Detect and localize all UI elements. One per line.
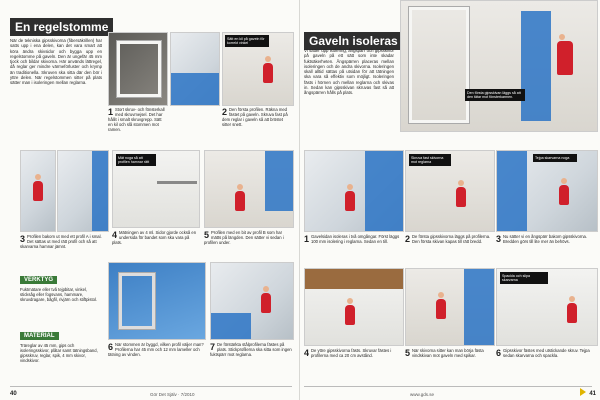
- photo-row3-steel: [210, 262, 294, 340]
- callout-tape: Tejpa skarvarna noga: [533, 154, 577, 162]
- photo-right-row2-a: [304, 150, 404, 232]
- right-caption-3: 3 Nu sätter vi en ångspärr bakom gipsskivorna. Bredden görs till lite mer än behövs.: [496, 234, 588, 244]
- material-box-text: Träreglar av 45 mm, gips och isoleringsskivor, plåtar samt tätningsband, gipsskruv, reglar, spik, 4 mm skivor, vindskivor.: [20, 343, 98, 363]
- right-caption-5: 5 När skivorna sitter kan man börja fästa vindskivan mot gaveln med spikar.: [405, 348, 484, 358]
- tools-box-text: Fuktmätare eller två tejpbitar, vinkel, sticksåg eller fogsvans, hammare, skruvdragare, bågfil, rivjärn och stiftpistol.: [20, 287, 98, 302]
- photo-row2-b: [57, 150, 109, 232]
- left-page-number: 40: [10, 391, 17, 397]
- left-caption-2: 2 Den första profilen. Räkna med fästet på gaveln. Skruva fast på dem reglar i gaveln så att bröstet sitter snett.: [222, 107, 288, 127]
- photo-right-row2-c: [496, 150, 598, 232]
- material-box-heading: MATERIAL: [20, 332, 59, 340]
- left-footer: Gör Det Själv · 7/2010: [150, 392, 195, 397]
- left-section-title: En regelstomme: [10, 18, 113, 36]
- right-footer: www.gds.se: [410, 392, 435, 397]
- photo-right-row3-a: [304, 268, 404, 346]
- right-caption-1: 1 Gavelsidan isoleras i två omgångar. Först läggs 100 mm isolering i reglarna. Sedan en till.: [304, 234, 400, 244]
- hero-callout: Den första gipsskivan läggs så att den tätar mot fönsterkarmen.: [465, 89, 525, 101]
- callout-measure: Mät noga så att profilen hamnar rätt: [116, 154, 156, 166]
- photo-hero-gable: [400, 0, 598, 132]
- left-intro-text: När de tekniska gipsskivorna (fibersäkrillen) har satts upp i ena delen, kan det vara smart att köra ändra skivsidor och bygga upp en regelstomme på gaveln. Den är ungefär 45 mm tjock och bildar skivorna. Här används lättregel, då reglar ger mindre värmeförluster och krymp än traditionella. Skruven ska sitta där den bör i yttre delen. När regelstommen sitter på plats sätter man i isoleringen mellan reglarna.: [10, 38, 102, 86]
- photo-window-corner: [170, 32, 220, 106]
- right-intro-text: Vi sätter upp isolering, ångspärr och gipsskivor på gaveln på ett sätt som inte skadar fuktsäkerheten. Ångspärren placeras mellan isoleringen och de andra skivorna. Isoleringen skall alltid sättas på utsidan för att tätningen ska vara så effektiv som möjligt. Isoleringen fästs i hörnen och mellan reglarna och skivas in. Sedan kan gipsskivan skruvas fast så att ångspärren hålls på plats.: [304, 48, 394, 96]
- photo-right-row3-b: [405, 268, 495, 346]
- callout-profile: Sätt en kil på gaveln för korrekt vinkel: [225, 35, 269, 47]
- right-section-title: Gaveln isoleras: [304, 32, 403, 50]
- tools-box-heading: VERKTYG: [20, 276, 57, 284]
- next-page-arrow-icon[interactable]: [580, 388, 586, 396]
- left-caption-7: 7 De förstärkta stålprofilerna fästes på plats. Stickprofilerna ska sitta som ingen fuktspärr mot reglarna.: [210, 342, 292, 357]
- photo-drill-frame: [108, 32, 168, 106]
- left-caption-6: 6 När stommen är byggd, vilken profil väljer man? Profilerna har 45 mm och 12 mm lameller och tätning av vinden.: [108, 342, 204, 357]
- photo-row3-insulation: [108, 262, 206, 340]
- left-caption-1: 1 Stort skruv- och fönsterkall med skruvmejsel. Det har hållit i smalt skruvgrepp. Sätt en kil och slå stommen mot ramen.: [108, 107, 165, 132]
- right-caption-6: 6 Gipsskivor fästes med utstickande skruv. Tejpa sedan skarvarna och spackla.: [496, 348, 590, 358]
- right-caption-4: 4 De yttre gipsskivorna fästs. Skruvar fästes i profilerna med ca 20 cm avstånd.: [304, 348, 392, 358]
- right-page: [300, 0, 600, 400]
- right-caption-2: 2 De första gipsskivorna läggs på profilerna. Den första skivan kapas till rätt bredd.: [405, 234, 491, 244]
- photo-row2-measure: [112, 150, 200, 228]
- callout-finish: Spackla och slipa skarvarna: [500, 272, 548, 284]
- right-page-number: 41: [589, 391, 596, 397]
- left-caption-5: 5 Profilen med en bit av profil B som har mätts på längden. Den sätter vi sedan i profilen under.: [204, 230, 284, 245]
- photo-row2-saw: [204, 150, 294, 228]
- left-caption-3: 3 Profilen bakom ut med ett profil A i smal. Det sättas ut med rätt profil och så att skarvarna hamnar jämnt.: [20, 234, 102, 249]
- photo-row2-a: [20, 150, 56, 232]
- callout-gips: Skruva fast skivorna mot reglarna: [409, 154, 451, 166]
- left-caption-4: 4 Mätningen av 4 ml. Sidor gjorde också en undersida för bandet som ska vara på plats.: [112, 230, 197, 245]
- photo-profile-mount: [222, 32, 294, 106]
- photo-right-row2-b: [405, 150, 495, 232]
- photo-right-row3-c: [496, 268, 598, 346]
